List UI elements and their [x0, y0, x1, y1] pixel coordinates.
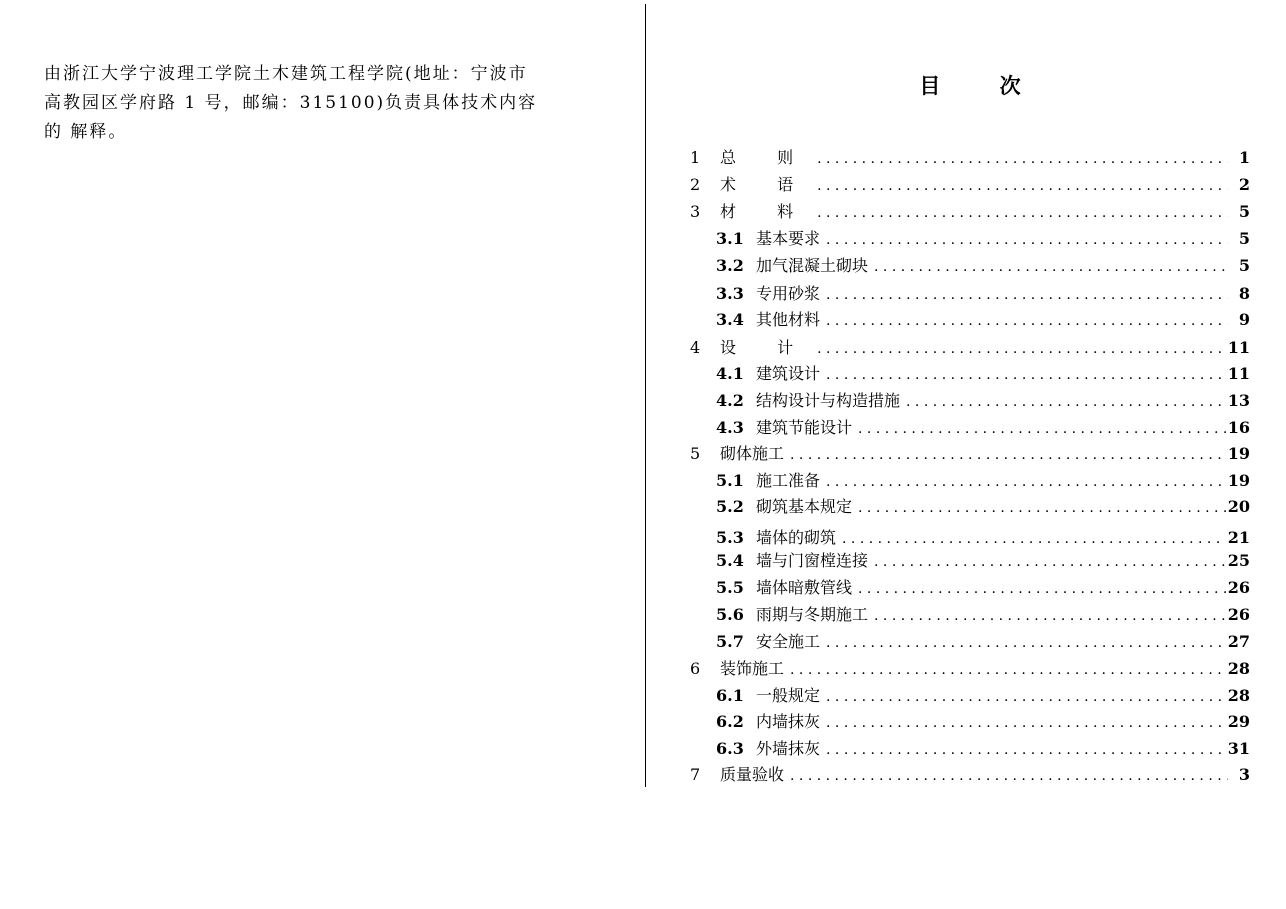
toc-entry-label: 术 语 — [720, 175, 812, 194]
toc-entry-label: 内墙抹灰 — [756, 712, 821, 731]
toc-leader-dots — [858, 417, 1226, 441]
toc-entry-page: 3 — [1238, 765, 1250, 784]
toc-entry[interactable] — [716, 576, 1250, 600]
toc-entry-page: 1 — [1238, 148, 1250, 167]
toc-leader-dots — [874, 550, 1226, 574]
toc-entry-page: 5 — [1238, 202, 1250, 221]
toc-leader-dots — [906, 390, 1226, 414]
toc-entry-label: 质量验收 — [720, 765, 785, 784]
toc-entry[interactable] — [716, 308, 1250, 332]
toc-leader-dots — [817, 174, 1228, 198]
toc-entry[interactable] — [716, 737, 1250, 761]
toc-entry-label: 建筑设计 — [756, 364, 821, 383]
toc-leader-dots — [874, 255, 1228, 279]
toc-entry-number: 5.2 — [716, 497, 744, 516]
toc-entry-number: 2 — [690, 175, 701, 194]
toc-entry-number: 5 — [690, 444, 701, 463]
toc-entry-label: 专用砂浆 — [756, 284, 821, 303]
paragraph-line: 高教园区学府路 1 号，邮编：315100)负责具体技术内容 — [44, 93, 538, 113]
toc-entry-label: 砌体施工 — [720, 444, 785, 463]
toc-entry-number: 3.1 — [716, 229, 744, 248]
toc-entry[interactable] — [690, 146, 1250, 170]
toc-entry-label: 建筑节能设计 — [756, 418, 853, 437]
toc-entry-page: 11 — [1227, 364, 1250, 383]
toc-entry-label: 墙体暗敷管线 — [756, 578, 853, 597]
toc-entry-label: 砌筑基本规定 — [756, 497, 853, 516]
toc-entry-number: 5.1 — [716, 471, 744, 490]
toc-entry-page: 5 — [1238, 256, 1250, 275]
toc-entry-page: 8 — [1238, 284, 1250, 303]
toc-entry-label: 总 则 — [720, 148, 812, 167]
toc-entry-number: 3.2 — [716, 256, 744, 275]
toc-entry[interactable] — [716, 389, 1250, 413]
toc-entry-label: 墙与门窗樘连接 — [756, 551, 869, 570]
toc-entry-label: 外墙抹灰 — [756, 739, 821, 758]
toc-entry-page: 13 — [1227, 391, 1250, 410]
toc-entry-page: 5 — [1238, 229, 1250, 248]
toc-entry-page: 31 — [1227, 739, 1250, 758]
toc-entry[interactable] — [716, 684, 1250, 708]
page-divider — [645, 4, 646, 787]
toc-entry[interactable] — [690, 200, 1250, 224]
toc-entry-label: 一般规定 — [756, 686, 821, 705]
toc-entry-page: 25 — [1227, 551, 1250, 570]
toc-entry-number: 3.3 — [716, 284, 744, 303]
toc-entry-page: 28 — [1227, 686, 1250, 705]
toc-entry[interactable] — [716, 254, 1250, 278]
toc-entry-page: 29 — [1227, 712, 1250, 731]
toc-leader-dots — [826, 631, 1226, 655]
toc-entry-page: 21 — [1227, 528, 1250, 547]
toc-entry-number: 6.1 — [716, 686, 744, 705]
toc-leader-dots — [826, 309, 1228, 333]
toc-entry-label: 加气混凝土砌块 — [756, 256, 869, 275]
toc-entry[interactable] — [690, 763, 1250, 787]
toc-entry-page: 26 — [1227, 578, 1250, 597]
toc-entry-page: 2 — [1238, 175, 1250, 194]
toc-entry-number: 5.6 — [716, 605, 744, 624]
toc-entry-label: 材 料 — [720, 202, 812, 221]
toc-entry-page: 27 — [1227, 632, 1250, 651]
toc-entry[interactable] — [716, 362, 1250, 386]
toc-leader-dots — [790, 764, 1228, 788]
toc-leader-dots — [826, 685, 1226, 709]
toc-entry[interactable] — [716, 495, 1250, 519]
toc-entry-label: 施工准备 — [756, 471, 821, 490]
paragraph-line: 的 解释。 — [44, 122, 128, 142]
toc-entry-number: 6.2 — [716, 712, 744, 731]
toc-entry-number: 4 — [690, 338, 701, 357]
toc-leader-dots — [826, 363, 1226, 387]
toc-entry[interactable] — [716, 603, 1250, 627]
toc-leader-dots — [858, 577, 1226, 601]
toc-entry-number: 4.1 — [716, 364, 744, 383]
toc-entry-page: 11 — [1227, 338, 1250, 357]
toc-entry-label: 结构设计与构造措施 — [756, 391, 901, 410]
toc-entry[interactable] — [716, 227, 1250, 251]
toc-entry-number: 4.2 — [716, 391, 744, 410]
toc-entry-number: 1 — [690, 148, 701, 167]
toc-entry[interactable] — [716, 469, 1250, 493]
toc-entry-number: 7 — [690, 765, 701, 784]
toc-entry-page: 19 — [1227, 444, 1250, 463]
toc-entry[interactable] — [716, 630, 1250, 654]
toc-entry[interactable] — [716, 526, 1250, 550]
toc-entry-number: 6.3 — [716, 739, 744, 758]
toc-entry-label: 装饰施工 — [720, 659, 785, 678]
toc-entry-page: 20 — [1227, 497, 1250, 516]
toc-leader-dots — [858, 496, 1226, 520]
toc-leader-dots — [842, 527, 1226, 551]
toc-title: 目 次 — [919, 73, 1047, 98]
toc-entry-label: 设 计 — [720, 338, 812, 357]
toc-leader-dots — [790, 443, 1226, 467]
toc-entry-page: 16 — [1227, 418, 1250, 437]
toc-leader-dots — [826, 470, 1226, 494]
toc-leader-dots — [817, 337, 1226, 361]
toc-entry[interactable] — [690, 173, 1250, 197]
toc-entry[interactable] — [690, 442, 1250, 466]
toc-entry[interactable] — [716, 710, 1250, 734]
toc-entry-number: 5.7 — [716, 632, 744, 651]
toc-entry-label: 其他材料 — [756, 310, 821, 329]
toc-entry-label: 安全施工 — [756, 632, 821, 651]
toc-leader-dots — [874, 604, 1226, 628]
toc-entry[interactable] — [690, 336, 1250, 360]
toc-entry-page: 19 — [1227, 471, 1250, 490]
paragraph-line: 由浙江大学宁波理工学院土木建筑工程学院(地址：宁波市 — [44, 64, 528, 84]
toc-entry-number: 3.4 — [716, 310, 744, 329]
toc-leader-dots — [817, 147, 1228, 171]
toc-entry-page: 28 — [1227, 659, 1250, 678]
toc-leader-dots — [790, 658, 1226, 682]
toc-entry[interactable] — [716, 282, 1250, 306]
toc-leader-dots — [826, 283, 1228, 307]
left-page-text — [44, 60, 604, 147]
toc-entry-number: 5.4 — [716, 551, 744, 570]
toc-leader-dots — [817, 201, 1228, 225]
toc-entry-page: 26 — [1227, 605, 1250, 624]
toc-entry-label: 雨期与冬期施工 — [756, 605, 869, 624]
toc-entry-number: 4.3 — [716, 418, 744, 437]
toc-leader-dots — [826, 711, 1226, 735]
toc-entry-number: 5.3 — [716, 528, 744, 547]
toc-entry[interactable] — [716, 416, 1250, 440]
toc-leader-dots — [826, 738, 1226, 762]
toc-entry-label: 基本要求 — [756, 229, 821, 248]
toc-entry[interactable] — [690, 657, 1250, 681]
toc-entry[interactable] — [716, 549, 1250, 573]
toc-entry-number: 3 — [690, 202, 701, 221]
toc-entry-page: 9 — [1238, 310, 1250, 329]
toc-entry-number: 5.5 — [716, 578, 744, 597]
toc-leader-dots — [826, 228, 1228, 252]
toc-entry-label: 墙体的砌筑 — [756, 528, 837, 547]
toc-entry-number: 6 — [690, 659, 701, 678]
